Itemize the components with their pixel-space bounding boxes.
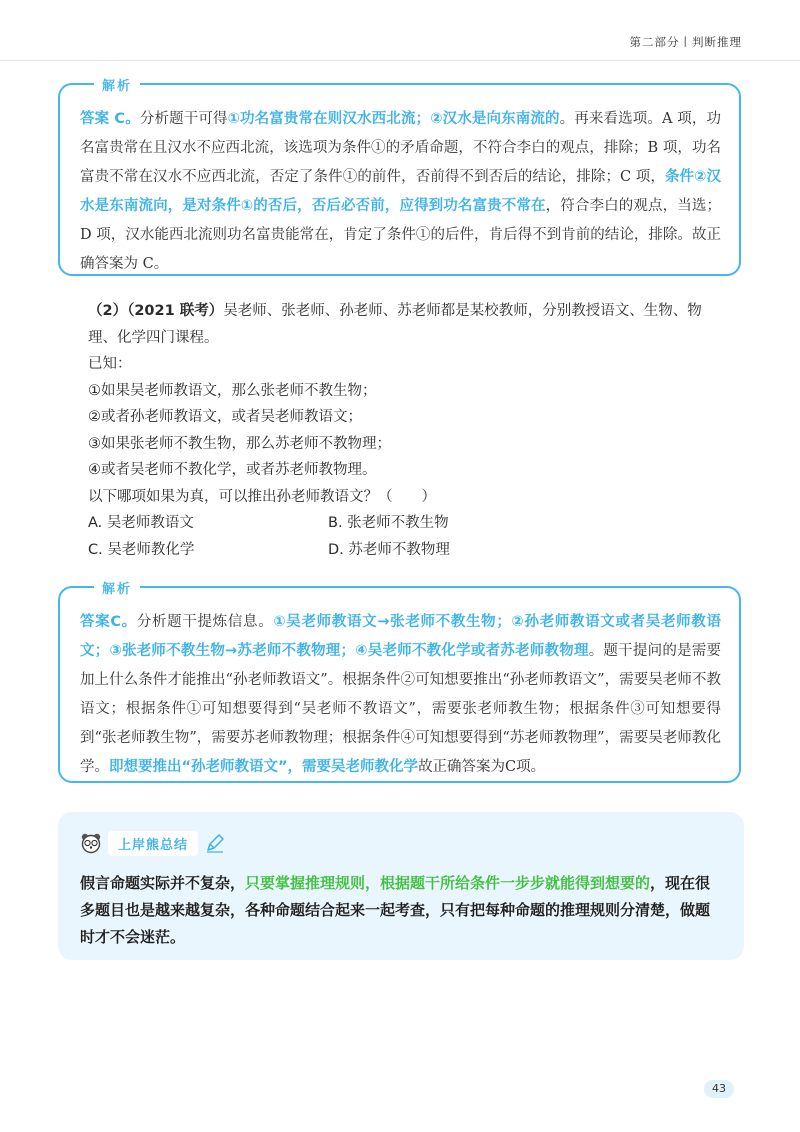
option-b: B. 张老师不教生物: [328, 515, 449, 531]
analysis-box-2: [58, 582, 741, 783]
analysis-text-1: [80, 105, 721, 279]
condition-4: ④或者吴老师不教化学，或者苏老师教物理。: [88, 462, 377, 478]
condition-2: ②或者孙老师教语文，或者吴老师教语文；: [88, 409, 362, 425]
header-divider: [0, 60, 800, 61]
question-2: [88, 298, 728, 563]
section-header: 第二部分丨判断推理: [629, 35, 742, 49]
options: [88, 510, 728, 563]
page-number: 43: [704, 1080, 734, 1098]
analysis1-seg: 。再来看选项。A 项，功名富贵常在且汉水不应西北流，该选项为条件①的矛盾命题，不符合李白的观点，排除；B 项，功名富贵不常在汉水不应西北流，否定了条件①的前件，否前得不到否后的结论，排除；C 项，: [80, 111, 722, 185]
analysis1-seg: 分析题干可得: [139, 111, 228, 127]
analysis2-seg: 故正确答案为C项。: [418, 759, 546, 775]
analysis1-seg: 条件②汉水是东南流向，是对条件①的否后，否后必否前，应得到功名富贵不常在: [80, 169, 722, 214]
summary-part-1: 假言命题实际并不复杂，: [80, 874, 246, 892]
analysis2-seg: ①吴老师教语文→张老师不教生物；②孙老师教语文或者吴老师教语文；③张老师不教生物→苏老师不教物理；④吴老师不教化学或者苏老师教物理: [80, 614, 721, 659]
condition-3: ③如果张老师不教生物，那么苏老师不教物理；: [88, 435, 391, 452]
analysis-text-2: [80, 608, 721, 782]
known-label: 已知：: [88, 356, 132, 372]
analysis2-seg: 即想要推出“孙老师教语文”，需要吴老师教化学: [109, 759, 419, 775]
analysis1-seg: 答案 C。: [80, 111, 140, 127]
summary-text: [80, 870, 722, 951]
bear-mascot-icon: [80, 832, 102, 854]
question-number: （2）（2021 联考）: [88, 303, 224, 319]
question-ask: 以下哪项如果为真，可以推出孙老师教语文？（ ）: [88, 488, 436, 505]
pencil-icon: [204, 832, 226, 854]
summary-box: [58, 812, 744, 960]
analysis2-seg: 答案C。: [80, 614, 137, 630]
summary-header: [80, 830, 722, 856]
analysis2-seg: 分析题干提炼信息。: [136, 614, 274, 630]
option-c: C. 吴老师教化学: [88, 541, 195, 558]
analysis-box-1: [58, 79, 741, 276]
analysis-label-2: 解析: [94, 578, 140, 597]
option-a: A. 吴老师教语文: [88, 515, 194, 531]
analysis2-seg: 。题干提问的是需要加上什么条件才能推出“孙老师教语文”。根据条件②可知想要推出“孙老师教语文”，需要吴老师不教语文；根据条件①可知想要得到“吴老师不教语文”，需要张老师教生物；根据条件③可知想要得到“张老师教生物”，需要苏老师教物理；根据条件④可知想要得到“苏老师教物理”，需要吴老师教化学。: [80, 643, 722, 775]
analysis1-seg: ，符合李白的观点，当选；D 项，汉水能西北流则功名富贵能常在，肯定了条件①的后件，肯后得不到肯前的结论，排除。故正确答案为 C。: [80, 198, 722, 272]
summary-part-2: 只要掌握推理规则，根据题干所给条件一步步就能得到想要的: [245, 874, 651, 892]
analysis-label-1: 解析: [94, 75, 140, 94]
option-d: D. 苏老师不教物理: [328, 541, 450, 558]
summary-part-3: ，现在很多题目也是越来越复杂，各种命题结合起来一起考查，只有把每种命题的推理规则分清楚，做题时才不会迷茫。: [80, 874, 711, 946]
question-stem-text: 吴老师、张老师、孙老师、苏老师都是某校教师，分别教授语文、生物、物理、化学四门课程。: [88, 303, 702, 346]
question-stem: [88, 298, 728, 351]
condition-1: ①如果吴老师教语文，那么张老师不教生物；: [88, 382, 377, 399]
summary-title: 上岸熊总结: [108, 831, 198, 856]
analysis1-seg: ①功名富贵常在则汉水西北流；②汉水是向东南流的: [227, 111, 560, 127]
